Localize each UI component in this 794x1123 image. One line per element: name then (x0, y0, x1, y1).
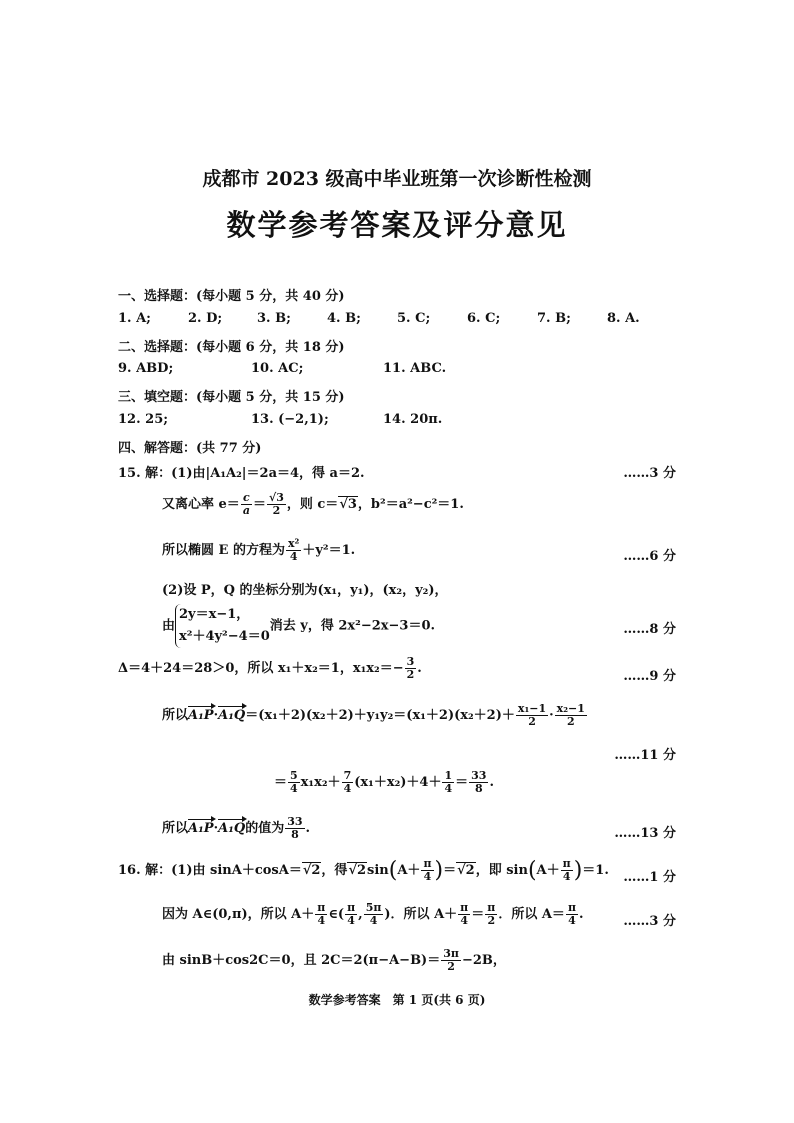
frac-c-a: $\frac{c}{a}$ (242, 491, 250, 517)
equation-system: 2y＝x−1， x²＋4y²−4＝0 (175, 604, 270, 648)
section-choice-heading: 一、选择题：(每小题 5 分，共 40 分) (118, 289, 345, 304)
q15-line4: (2)设 P，Q 的坐标分别为(x₁，y₁)，(x₂，y₂)， (162, 583, 448, 598)
answer-1: 1. A; (118, 311, 151, 326)
section-multi-heading: 二、选择题：(每小题 6 分，共 18 分) (118, 340, 345, 355)
answer-9: 9. ABD; (118, 361, 174, 376)
q15-line5: 由 2y＝x−1， x²＋4y²−4＝0 消去 y，得 2x²−2x−3＝0. (162, 604, 435, 648)
doc-subtitle: 数学参考答案及评分意见 (226, 208, 568, 242)
answer-8: 8. A. (607, 311, 640, 326)
answer-10: 10. AC; (251, 361, 304, 376)
answer-3: 3. B; (257, 311, 291, 326)
q15-points-6: ……13 分 (614, 826, 676, 841)
answer-11: 11. ABC. (383, 361, 447, 376)
answer-5: 5. C; (397, 311, 431, 326)
q15-points-1: ……3 分 (623, 466, 676, 481)
frac-sqrt3-2: $\frac{√3}{2}$ (268, 491, 284, 517)
q16-line1: 16. 解：(1)由 sinA＋cosA＝√2，得√2sin(A＋ $\frac{\pi}{4}$ )＝√2，即 sin(A＋ $\frac{\pi}{4}$ )＝1. (118, 857, 609, 883)
answer-13: 13. (−2,1); (251, 412, 329, 427)
q16-line3: 由 sinB＋cos2C＝0，且 2C＝2(π−A−B)＝ $\frac{3\pi}{2}$ −2B， (162, 947, 506, 973)
section-fill-heading: 三、填空题：(每小题 5 分，共 15 分) (118, 390, 345, 405)
q15-line2: 又离心率 e＝ $\frac{c}{a}$ ＝ $\frac{√3}{2}$ ，则 c＝√3，b²＝a²−c²＝1. (162, 491, 464, 517)
answer-2: 2. D; (188, 311, 223, 326)
q16-line2: 因为 A∈(0,π)，所以 A＋ $\frac{\pi}{4}$ ∈( $\frac{\pi}{4}$ , $\frac{5\pi}{4}$ )．所以 A＋ $\frac{\pi}{4}$ ＝ $\frac{\pi}{2}$ ．所以 A＝ $\frac{\pi}{4}$ . (162, 901, 584, 927)
q15-points-3: ……8 分 (623, 622, 676, 637)
q15-points-4: ……9 分 (623, 669, 676, 684)
q15-label: 15. 解： (118, 466, 172, 481)
frac-x2m1-2: $\frac{\text{x₂−1}}{2}$ (556, 702, 585, 728)
frac-x1m1-2: $\frac{\text{x₁−1}}{2}$ (517, 702, 547, 728)
q15-line3: 所以椭圆 E 的方程为 $\frac{\text{x²}}{4}$ ＋y²＝1. (162, 537, 356, 563)
page-footer: 数学参考答案 第 1 页(共 6 页) (308, 993, 486, 1007)
q16-points-2: ……3 分 (623, 914, 676, 929)
frac-3-2: $\frac{3}{2}$ (406, 655, 415, 681)
answer-4: 4. B; (327, 311, 361, 326)
q15-line9: 所以A₁P·A₁Q的值为 $\frac{33}{8}$ . (162, 815, 311, 841)
answer-12: 12. 25; (118, 412, 169, 427)
answer-14: 14. 20π. (383, 412, 443, 427)
answer-7: 7. B; (537, 311, 571, 326)
q16-points-1: ……1 分 (623, 870, 676, 885)
q15-points-5: ……11 分 (614, 748, 676, 763)
answer-6: 6. C; (467, 311, 501, 326)
doc-title: 成都市 2023 级高中毕业班第一次诊断性检测 (202, 168, 592, 190)
q16-label: 16. 解： (118, 863, 172, 878)
q15-line8: ＝ $\frac{5}{4}$ x₁x₂＋ $\frac{7}{4}$ (x₁＋x₂)＋4＋ $\frac{1}{4}$ ＝ $\frac{33}{8}$ . (274, 769, 494, 795)
q15-line6: Δ＝4＋24＝28＞0，所以 x₁＋x₂＝1，x₁x₂＝− $\frac{3}{2}$ . (118, 655, 422, 681)
q15-points-2: ……6 分 (623, 549, 676, 564)
q15-line7: 所以A₁P·A₁Q＝(x₁＋2)(x₂＋2)＋y₁y₂＝(x₁＋2)(x₂＋2)＋ $\frac{\text{x₁−1}}{2}$ · $\frac{\text{x₂−1}}{2}$ (162, 702, 585, 728)
section-solve-heading: 四、解答题：(共 77 分) (118, 441, 262, 456)
q15-line1: 15. 解：(1)由|A₁A₂|＝2a＝4，得 a＝2. (118, 466, 365, 481)
frac-x2-4: $\frac{\text{x²}}{4}$ (287, 537, 300, 563)
